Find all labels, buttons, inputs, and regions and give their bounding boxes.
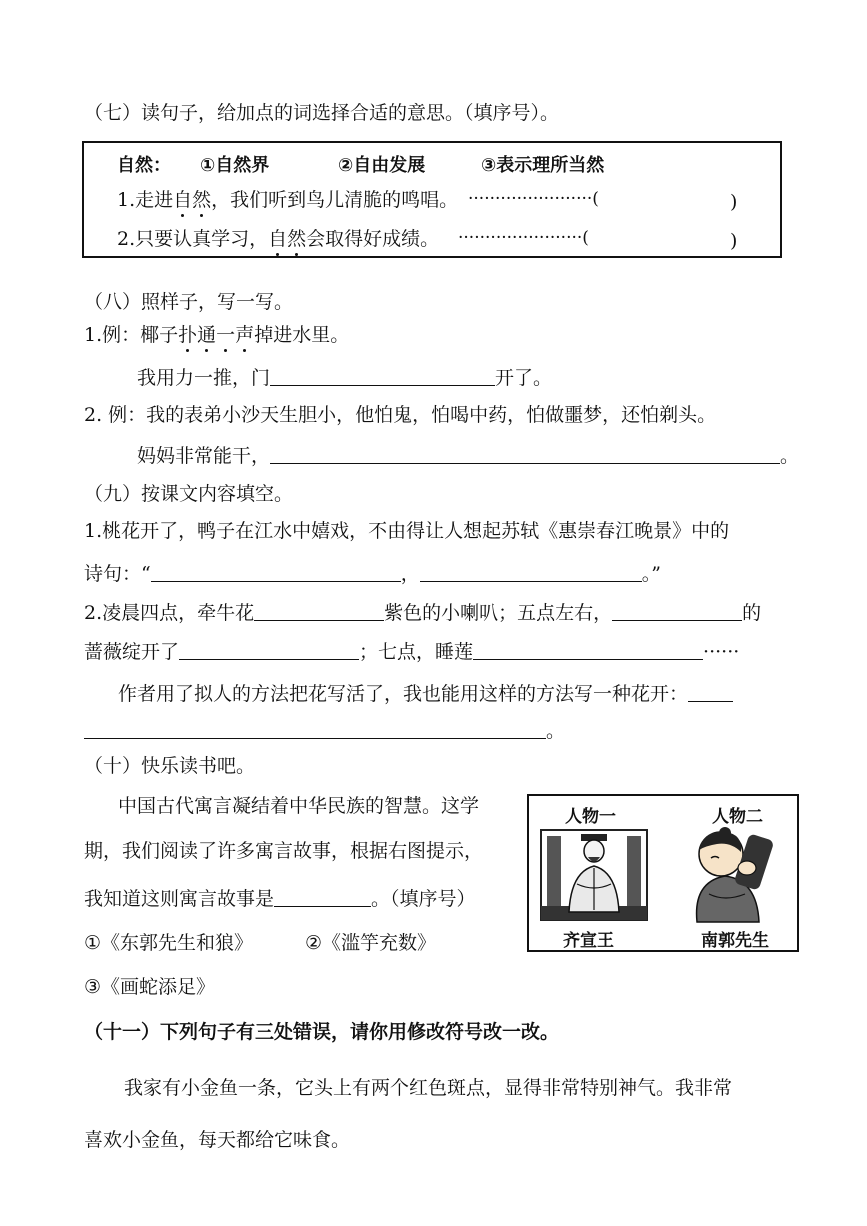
figure-label-1: 人物一 <box>565 807 616 827</box>
answer-blank[interactable] <box>84 720 546 739</box>
task-1 <box>137 367 552 388</box>
musician-illustration <box>681 824 791 924</box>
answer-blank[interactable] <box>254 602 384 621</box>
figure-label-2: 人物二 <box>712 807 763 827</box>
answer-blank[interactable] <box>688 683 733 702</box>
task-2 <box>137 445 799 466</box>
meaning-option-2: ②自由发展 <box>338 155 426 176</box>
paragraph-10-line-1: 中国古代寓言凝结着中华民族的智慧。这学 <box>118 795 480 817</box>
dotted-char: 自 <box>268 228 288 250</box>
question-9-2-line-1 <box>84 602 761 623</box>
example-1-pre: 1.例：椰子 <box>84 324 179 346</box>
fable-option-1: ①《东郭先生和狼》 <box>84 932 254 954</box>
paragraph-10-line-3 <box>84 888 476 909</box>
line-2-pre: 诗句：“ <box>84 563 151 585</box>
box-label: 自然： <box>117 155 171 176</box>
answer-blank[interactable] <box>270 367 495 386</box>
answer-blank[interactable] <box>179 641 359 660</box>
answer-blank[interactable] <box>612 602 742 621</box>
q1-post: ，我们听到鸟儿清脆的鸣唱。 <box>211 189 459 211</box>
q1-dots: ·······················( <box>468 189 599 209</box>
section-7-title: （七）读句子，给加点的词选择合适的意思。（填序号）。 <box>84 102 560 124</box>
dotted-char: 扑 <box>178 324 198 346</box>
dotted-char: 自 <box>173 189 193 211</box>
q2-answer-paren-close[interactable]: ) <box>730 230 738 252</box>
q2-dots: ·······················( <box>458 228 589 248</box>
question-9-1-line-2 <box>84 563 661 584</box>
q1-pre: 1.走进 <box>117 189 174 211</box>
section-8-title: （八）照样子，写一写。 <box>84 291 294 313</box>
q2-line1-b: 紫色的小喇叭；五点左右， <box>384 602 613 624</box>
task-2-post: 。 <box>780 445 800 467</box>
dotted-char: 然 <box>192 189 212 211</box>
example-2: 2. 例：我的表弟小沙天生胆小，他怕鬼，怕喝中药，怕做噩梦，还怕剃头。 <box>84 404 717 426</box>
paragraph-10-line-2: 期，我们阅读了许多寓言故事，根据右图提示， <box>84 840 484 862</box>
q2-line4-post: 。 <box>546 720 566 742</box>
section-11-title-text: （十一）下列句子有三处错误，请你用修改符号改一改。 <box>84 1021 560 1043</box>
q2-post: 会取得好成绩。 <box>306 228 440 250</box>
p3-pre: 我知道这则寓言故事是 <box>84 888 275 910</box>
answer-blank[interactable] <box>270 445 780 464</box>
section-11-title <box>84 1023 559 1042</box>
q1-answer-paren-close[interactable]: ) <box>730 191 738 213</box>
paragraph-11-line-1: 我家有小金鱼一条，它头上有两个红色斑点，显得非常特别神气。我非常 <box>124 1077 733 1099</box>
section-10-title: （十）快乐读书吧。 <box>84 755 256 777</box>
line-2-post: 。” <box>641 563 661 585</box>
fable-option-2: ②《滥竽充数》 <box>305 932 437 954</box>
answer-blank[interactable] <box>420 563 642 582</box>
meaning-option-1: ①自然界 <box>200 155 270 176</box>
question-9-2-line-4 <box>84 720 565 741</box>
paragraph-11-line-2: 喜欢小金鱼，每天都给它味食。 <box>84 1129 351 1151</box>
section-7-question-1 <box>117 191 458 210</box>
dotted-char: 通 <box>197 324 217 346</box>
dotted-char: 声 <box>235 324 255 346</box>
answer-blank[interactable] <box>151 563 401 582</box>
example-1-post: 掉进水里。 <box>254 324 350 346</box>
section-7-question-2 <box>117 230 439 249</box>
figure-name-2: 南郭先生 <box>701 931 769 951</box>
q2-line2-c: ······ <box>703 641 740 663</box>
q2-pre: 2.只要认真学习， <box>117 228 269 250</box>
task-2-pre: 妈妈非常能干， <box>137 445 271 467</box>
q2-line2-a: 蔷薇绽开了 <box>84 641 180 663</box>
example-1 <box>84 326 349 345</box>
meaning-option-3: ③表示理所当然 <box>481 155 605 176</box>
task-1-pre: 我用力一推，门 <box>137 367 271 389</box>
figure-name-1: 齐宣王 <box>563 931 614 951</box>
task-1-post: 开了。 <box>495 367 553 389</box>
q2-line1-a: 2.凌晨四点，牵牛花 <box>84 602 255 624</box>
illustration-figure <box>527 794 799 952</box>
answer-blank[interactable] <box>473 641 703 660</box>
q2-line1-c: 的 <box>742 602 762 624</box>
king-illustration <box>539 824 649 924</box>
fable-option-3: ③《画蛇添足》 <box>84 976 216 998</box>
question-9-2-line-3 <box>118 683 733 704</box>
dotted-char: 一 <box>216 324 236 346</box>
p3-post: 。（填序号） <box>371 888 476 910</box>
line-2-mid: ， <box>400 563 420 585</box>
answer-blank[interactable] <box>274 888 371 907</box>
q2-line2-b: ；七点，睡莲 <box>359 641 474 663</box>
question-9-1-line-1: 1.桃花开了，鸭子在江水中嬉戏，不由得让人想起苏轼《惠崇春江晚景》中的 <box>84 520 730 542</box>
q2-line3: 作者用了拟人的方法把花写活了，我也能用这样的方法写一种花开： <box>118 683 689 705</box>
dotted-char: 然 <box>287 228 307 250</box>
question-9-2-line-2 <box>84 641 739 662</box>
section-9-title: （九）按课文内容填空。 <box>84 483 294 505</box>
